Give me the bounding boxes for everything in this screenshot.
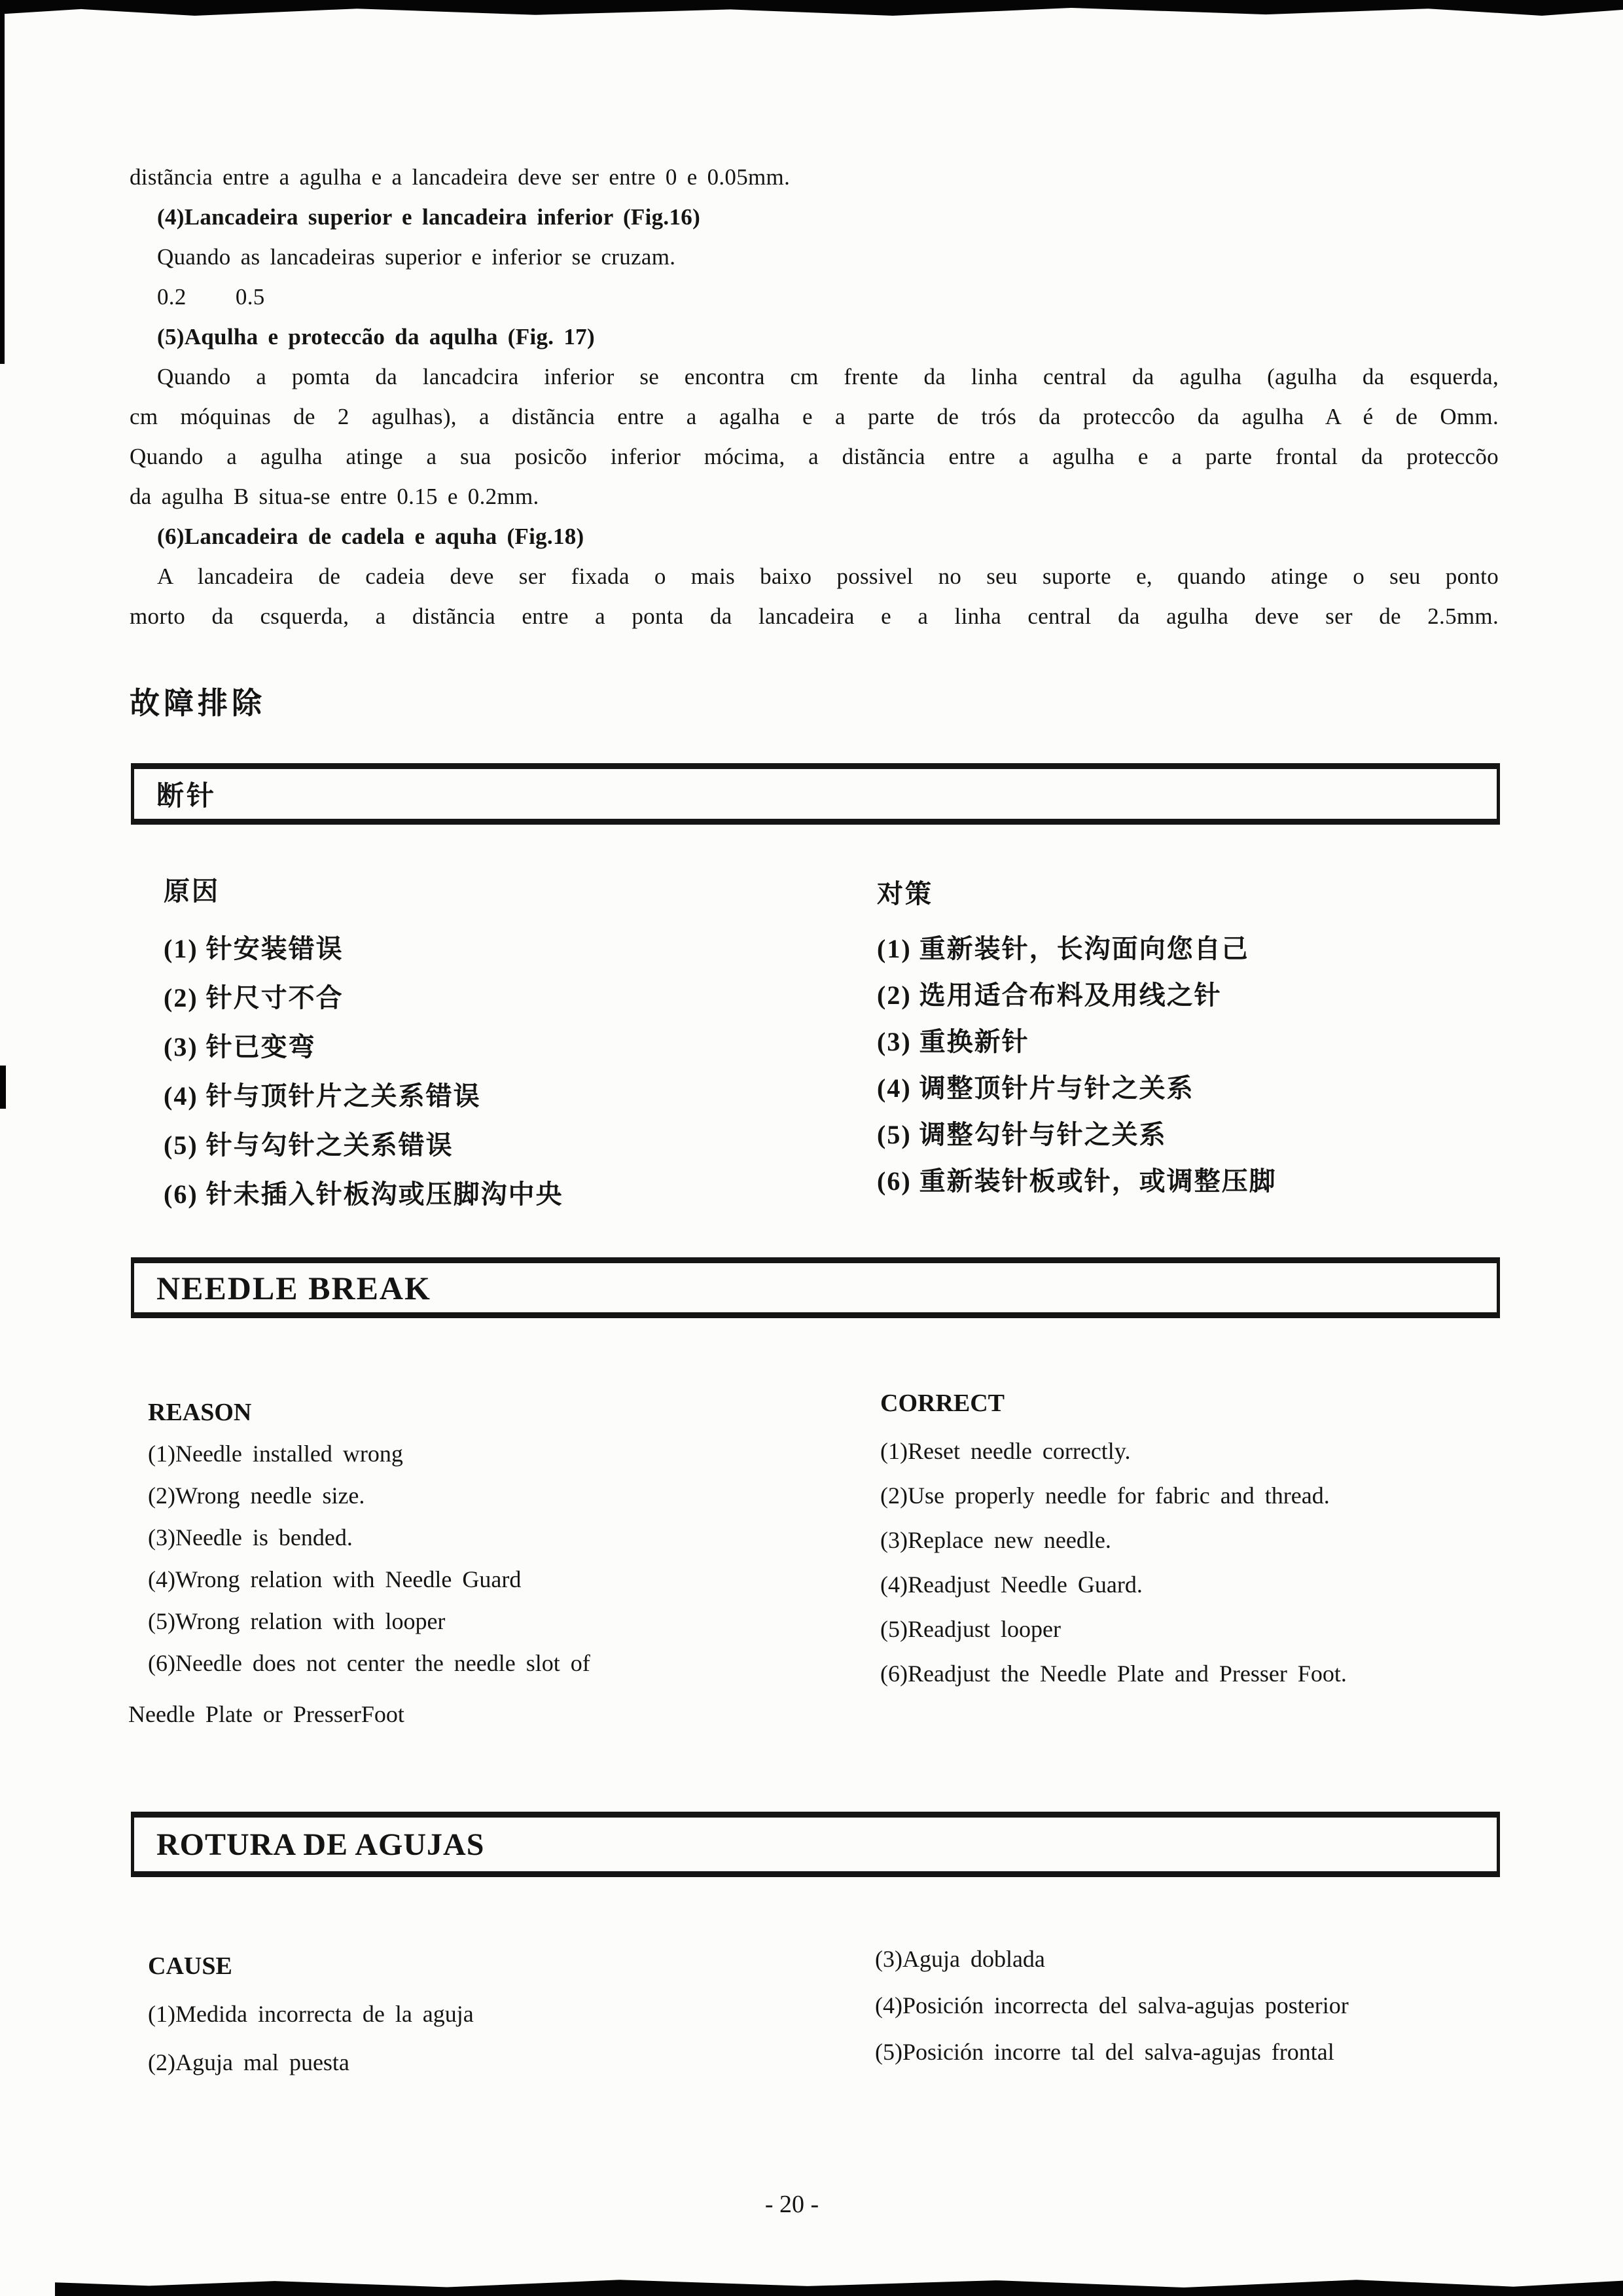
list-item: (1)Reset needle correctly. [880,1438,1131,1464]
text-line: A lancadeira de cadeia deve ser fixada o mais baixo possivel no seu suporte e, quando atinge o seu ponto [157,564,1499,589]
page-number: - 20 - [764,2191,819,2218]
list-item: (2) 选用适合布料及用线之针 [877,980,1222,1010]
scan-edge-left [0,0,5,364]
correct-list-en [880,1437,1347,1704]
list-item: (1) 针安装错误 [164,934,344,963]
list-item: (4)Readjust Needle Guard. [880,1571,1143,1598]
text-line: Quando a pomta da lancadcira inferior se encontra cm frente da linha central da agulha (agulha da esquerda, [157,364,1499,389]
scan-edge-top [0,0,1623,16]
cause-list-es [148,2000,474,2097]
section-title-box-es [131,1812,1500,1877]
section-title: ROTURA DE AGUJAS [156,1827,485,1862]
list-item: (4) 调整顶针片与针之关系 [877,1073,1194,1103]
list-item: (5)Wrong relation with looper [148,1608,446,1634]
troubleshooting-heading: 故障排除 [130,687,266,720]
list-item: (5) 调整勾针与针之关系 [877,1120,1167,1149]
text-line: Quando as lancadeiras superior e inferior se cruzam. [157,244,676,270]
column-header-correct-zh: 对策 [877,879,933,908]
section-title: 断针 [156,781,217,812]
correct-list-es [875,1945,1349,2085]
list-item: (1) 重新装针，长沟面向您自己 [877,934,1249,963]
column-header-reason-en: REASON [148,1399,252,1426]
list-item: (2)Wrong needle size. [148,1482,365,1509]
column-header-cause-es: CAUSE [148,1952,232,1980]
reason-list-en [148,1440,590,1691]
list-item: (6)Readjust the Needle Plate and Presser Foot. [880,1660,1347,1687]
list-item: (3)Needle is bended. [148,1524,353,1551]
scan-edge-left-tick [0,1066,6,1109]
list-item: (1)Needle installed wrong [148,1441,403,1467]
list-item: (3)Aguja doblada [875,1946,1045,1972]
list-item: (4)Wrong relation with Needle Guard [148,1566,522,1592]
text-line: (5)Aqulha e proteccão da aqulha (Fig. 17) [157,324,595,350]
list-item: (1)Medida incorrecta de la aguja [148,2001,474,2027]
list-item: (3) 针已变弯 [164,1032,316,1062]
text-line: da agulha B situa-se entre 0.15 e 0.2mm. [130,484,539,509]
text-line: distãncia entre a agulha e a lancadeira deve ser entre 0 e 0.05mm. [130,164,791,190]
list-item: (5)Readjust looper [880,1616,1061,1642]
list-item: (5)Posición incorre tal del salva-agujas frontal [875,2039,1334,2065]
portuguese-paragraphs [130,157,1499,636]
list-item: (6) 重新装针板或针，或调整压脚 [877,1166,1277,1196]
text-line: (4)Lancadeira superior e lancadeira inferior (Fig.16) [157,204,701,230]
text-line: cm móquinas de 2 agulhas), a distãncia entre a agalha e a parte de trós da proteccôo da agulha A é de Omm. [130,404,1499,429]
section-title-box-en [131,1257,1500,1318]
column-header-reason-zh: 原因 [164,876,220,906]
list-item: (6) 针未插入针板沟或压脚沟中央 [164,1179,563,1209]
reason-list-zh [164,928,563,1223]
list-item: (2)Use properly needle for fabric and thread. [880,1482,1330,1509]
reason-continuation-line: Needle Plate or PresserFoot [128,1701,404,1727]
list-item: (2)Aguja mal puesta [148,2049,349,2075]
list-item: (2) 针尺寸不合 [164,983,344,1013]
list-item: (4)Posición incorrecta del salva-agujas posterior [875,1992,1349,2018]
correct-list-zh [877,928,1277,1207]
column-header-correct-en: CORRECT [880,1390,1005,1417]
text-line: 0.2 0.5 [157,284,265,310]
list-item: (3) 重换新针 [877,1027,1029,1056]
scan-edge-bottom [55,2279,1623,2296]
list-item: (4) 针与顶针片之关系错误 [164,1081,481,1111]
section-title-box-zh [131,763,1500,825]
list-item: (6)Needle does not center the needle slot of [148,1650,590,1676]
text-line: (6)Lancadeira de cadela e aquha (Fig.18) [157,524,584,549]
text-line: Quando a agulha atinge a sua posicõo inferior mócima, a distãncia entre a agulha e a parte frontal da proteccõo [130,444,1499,469]
list-item: (5) 针与勾针之关系错误 [164,1130,454,1160]
section-title: NEEDLE BREAK [156,1269,431,1306]
list-item: (3)Replace new needle. [880,1527,1111,1553]
text-line: morto da csquerda, a distãncia entre a ponta da lancadeira e a linha central da agulha deve ser de 2.5mm. [130,603,1499,629]
